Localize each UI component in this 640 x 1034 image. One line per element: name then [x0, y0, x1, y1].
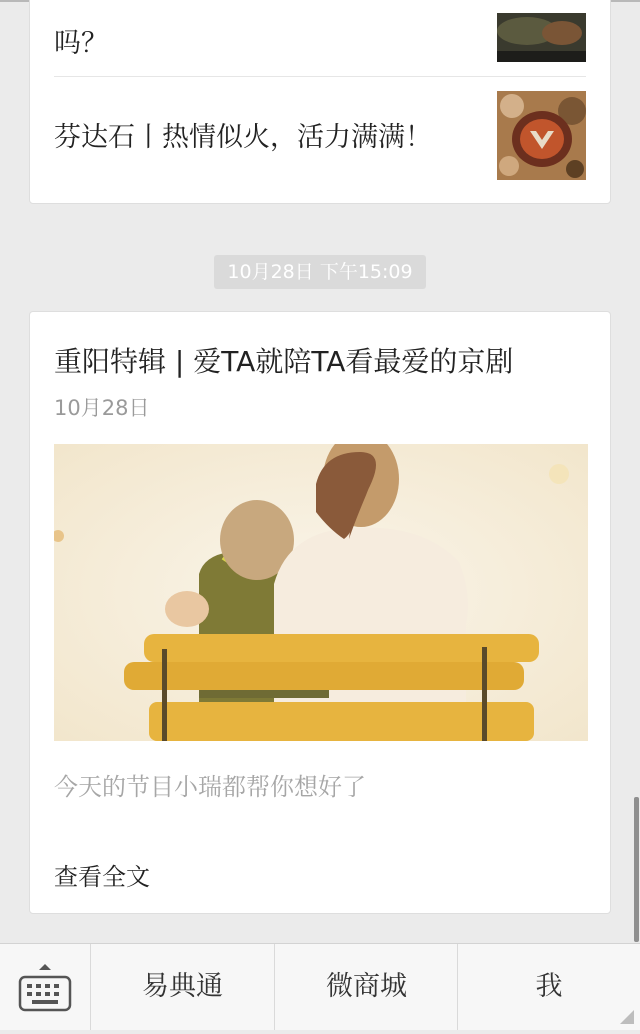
news-item-thumbnail [497, 91, 586, 180]
resize-corner-icon [620, 1010, 634, 1024]
news-item-title: 芬达石丨热情似火，活力满满！ [54, 122, 432, 153]
bottom-menu-bar [0, 943, 640, 1030]
menu-button-me[interactable]: 我 [457, 944, 640, 1030]
read-more-link[interactable]: 查看全文 [54, 863, 150, 891]
article-card [29, 0, 611, 204]
article-date: 10月28日 [54, 396, 150, 420]
news-item-title: 吗？ [54, 28, 108, 59]
article-cover-image[interactable] [54, 444, 588, 741]
article-description: 今天的节目小瑞都帮你想好了 [54, 773, 366, 801]
keyboard-toggle-button[interactable] [0, 944, 90, 1030]
menu-button-mall[interactable]: 微商城 [274, 944, 458, 1030]
keyboard-icon [0, 944, 90, 1030]
news-item[interactable] [54, 77, 586, 205]
scrollbar[interactable] [634, 797, 639, 942]
article-card[interactable] [29, 311, 611, 914]
news-item[interactable] [54, 0, 586, 75]
article-title[interactable]: 重阳特辑 | 爱TA就陪TA看最爱的京剧 [54, 345, 514, 378]
news-item-thumbnail [497, 13, 586, 62]
message-timestamp: 10月28日 下午15:09 [214, 255, 426, 289]
menu-button-yidiantong[interactable]: 易典通 [90, 944, 274, 1030]
